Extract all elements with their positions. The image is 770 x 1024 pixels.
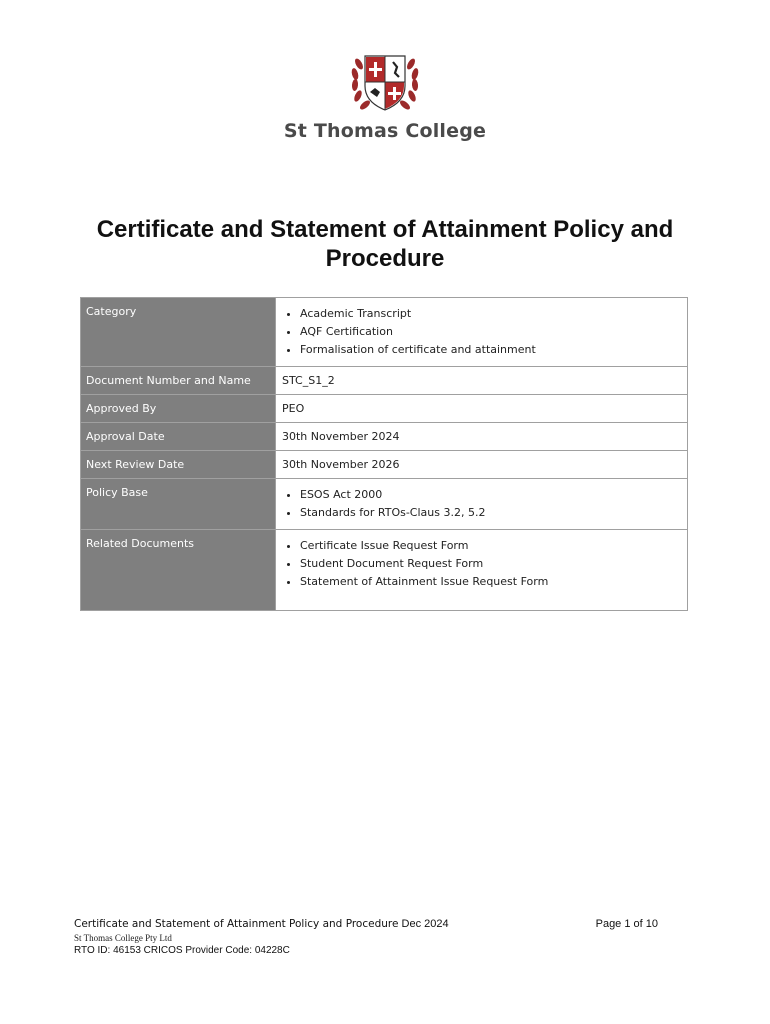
document-meta-table bbox=[80, 297, 688, 611]
college-logo bbox=[0, 50, 770, 142]
footer-company: St Thomas College Pty Ltd bbox=[74, 933, 172, 943]
related-documents-value bbox=[276, 530, 688, 611]
list-item: • Academic Transcript bbox=[300, 305, 681, 323]
document-title bbox=[60, 215, 710, 273]
list-item: • Statement of Attainment Issue Request Form bbox=[300, 573, 681, 591]
list-item: • AQF Certification bbox=[300, 323, 681, 341]
list-item: • Standards for RTOs-Claus 3.2, 5.2 bbox=[300, 504, 681, 522]
approved-by-value: PEO bbox=[276, 395, 688, 423]
next-review-date-label: Next Review Date bbox=[81, 451, 276, 479]
footer-page-number: Page 1 of 10 bbox=[595, 918, 658, 930]
document-number-value: STC_S1_2 bbox=[276, 367, 688, 395]
footer-doc-title: Certificate and Statement of Attainment Policy and Procedure bbox=[74, 918, 399, 930]
approved-by-label: Approved By bbox=[81, 395, 276, 423]
table-row bbox=[81, 451, 688, 479]
category-label: Category bbox=[81, 298, 276, 367]
college-crest-icon bbox=[345, 50, 425, 114]
table-row bbox=[81, 395, 688, 423]
table-row bbox=[81, 530, 688, 611]
list-item: • ESOS Act 2000 bbox=[300, 486, 681, 504]
category-value bbox=[276, 298, 688, 367]
list-item: • Formalisation of certificate and attainment bbox=[300, 341, 681, 359]
table-row bbox=[81, 423, 688, 451]
policy-base-label: Policy Base bbox=[81, 479, 276, 530]
document-title-line2: Procedure bbox=[325, 245, 445, 272]
college-name: St Thomas College bbox=[283, 120, 487, 142]
policy-base-value bbox=[276, 479, 688, 530]
table-row bbox=[81, 298, 688, 367]
page-footer bbox=[74, 918, 674, 956]
document-number-label: Document Number and Name bbox=[81, 367, 276, 395]
next-review-date-value: 30th November 2026 bbox=[276, 451, 688, 479]
document-title-line1: Certificate and Statement of Attainment Policy and bbox=[96, 216, 674, 243]
footer-doc-date: Dec 2024 bbox=[401, 918, 449, 930]
list-item: • Certificate Issue Request Form bbox=[300, 537, 681, 555]
list-item: • Student Document Request Form bbox=[300, 555, 681, 573]
footer-rto-line: RTO ID: 46153 CRICOS Provider Code: 04228C bbox=[74, 945, 290, 956]
related-documents-label: Related Documents bbox=[81, 530, 276, 611]
table-row bbox=[81, 479, 688, 530]
table-row bbox=[81, 367, 688, 395]
footer-doc-info bbox=[74, 918, 449, 930]
approval-date-value: 30th November 2024 bbox=[276, 423, 688, 451]
approval-date-label: Approval Date bbox=[81, 423, 276, 451]
